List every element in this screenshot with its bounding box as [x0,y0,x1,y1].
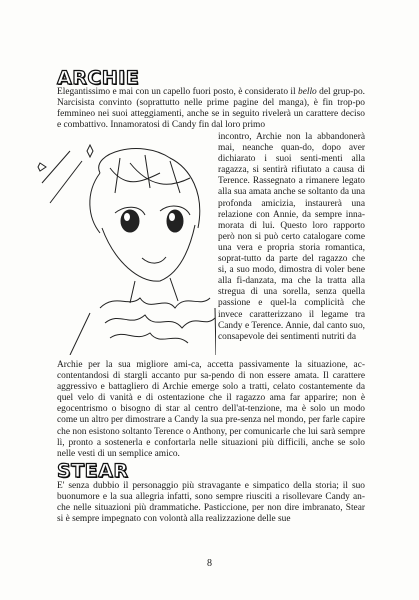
stear-paragraph: E' senza dubbio il personaggio più stravagante e simpatico della storia; il suo buonumore e la sua allegria infatti, sono sempre riusciti a risollevare Candy an-che nelle situazioni più drammatiche. Pasticcione, per non dire imbranato, Stear si è sempre impegnato con volontà alla realizzazione delle sue [57,481,365,525]
section-title-stear: STEAR [57,460,129,482]
archie-intro-paragraph [57,87,365,131]
archie-intro-text-a: Elegantissimo e mai con un capello fuori posto, è considerato il [57,87,298,97]
page-number: 8 [207,558,212,569]
archie-intro-text-b: del grup-po. Narcisista convinto (soprattutto nelle prime pagine del manga), è fin trop-po femmineo nei suoi atteggiamenti, anche se in seguito rivelerà un carattere deciso e combattivo. Innamoratosi di Candy fin dal loro primo [57,87,365,131]
archie-continued-paragraph: Archie per la sua migliore ami-ca, accetta passivamente la situazione, ac-contentandosi di stargli accanto pur sa-pendo di non essere amata. Il carattere aggressivo e battagliero di Archie emerge solo a tratti, celato costantemente da quel velo di vanità e di ostentazione che il ragazzo ama far apparire; non è egocentrismo o bisogno di star al centro dell'at-tenzione, ma è solo un modo come un altro per dimostrare a Candy la sua pre-senza nel mondo, per farle capire che non esistono soltanto Terence o Anthony, per comunicarle che lui sarà sempre lì, pronto a sostenerla e confortarla nelle situazioni più difficili, anche se solo nelle vesti di un semplice amico. [57,360,365,459]
archie-illustration [30,133,216,355]
section-title-archie: ARCHIE [57,67,140,89]
archie-wrapped-paragraph: incontro, Archie non la abbandonerà mai, neanche quan-do, dopo aver dichiarato i suoi senti-menti alla ragazza, si sentirà rifiutato a causa di Terence. Rassegnato a rimanere legato alla sua amata anche se soltanto da una profonda amicizia, instaurerà una relazione con Annie, da sempre inna-morata di lui. Questo loro rapporto però non si può certo catalogare come una vera e propria storia romantica, soprat-tutto da parte del ragazzo che si, a suo modo, dimostra di voler bene alla fi-danzata, ma che la tratta alla stregua di una sorella, senza quella passione e quel-la complicità che invece caratterizzano il legame tra Candy e Terence. Annie, dal canto suo, consapevole dei sentimenti nutriti da [218,132,365,342]
archie-intro-emphasis: bello [298,87,317,97]
